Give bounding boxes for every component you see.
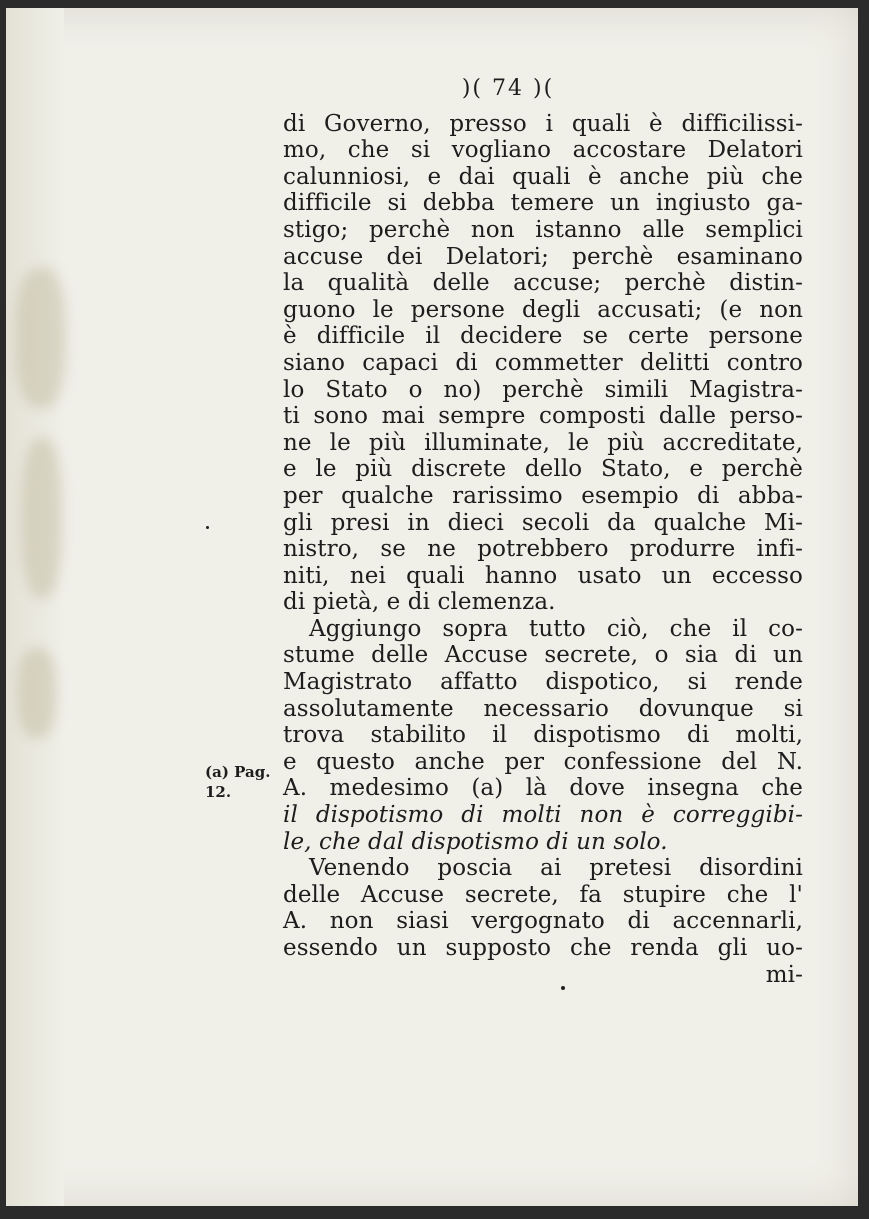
page-number: )( 74 )( (461, 76, 555, 101)
text-line-italic: le, che dal dispotismo di un solo. (283, 828, 668, 855)
ink-speck (206, 526, 209, 529)
stain-mark (22, 438, 62, 598)
footnote-page: 12. (205, 783, 232, 801)
text-line: mo, che si vogliano accostare Delatori (283, 137, 803, 164)
text-line: Venendo poscia ai pretesi disordini (309, 855, 803, 882)
text-line: è difficile il decidere se certe persone (283, 323, 803, 350)
text-line: essendo un supposto che renda gli uo- (283, 935, 803, 961)
text-line: A. non siasi vergognato di accennarli, (283, 908, 803, 935)
text-line: delle Accuse secrete, fa stupire che l' (283, 881, 803, 908)
footnote-ref: (a) Pag. (205, 763, 271, 781)
text-line: siano capaci di commetter delitti contro (283, 349, 803, 376)
text-line: niti, nei quali hanno usato un eccesso (283, 562, 803, 589)
text-line: ne le più illuminate, le più accreditate, (283, 429, 803, 456)
text-line: di pietà, e di clemenza. (283, 589, 556, 616)
page-text-block (283, 76, 803, 988)
text-line: stume delle Accuse secrete, o sia di un (283, 642, 803, 669)
text-line: calunniosi, e dai quali è anche più che (283, 163, 803, 190)
text-line: accuse dei Delatori; perchè esaminano (283, 243, 803, 270)
text-line: Aggiungo sopra tutto ciò, che il co- (309, 615, 803, 642)
text-line: di Governo, presso i quali è difficilissi- (283, 110, 803, 137)
page-gutter (6, 8, 64, 1206)
text-line: Magistrato affatto dispotico, si rende (283, 669, 803, 696)
text-line: e questo anche per confessione del N. (283, 748, 803, 775)
stain-mark (18, 648, 56, 738)
text-line: guono le persone degli accusati; (e non (283, 296, 803, 323)
text-line: gli presi in dieci secoli da qualche Mi- (283, 509, 803, 536)
margin-footnote (205, 762, 270, 802)
text-line: difficile si debba temere un ingiusto ga- (283, 190, 803, 217)
text-line: per qualche rarissimo esempio di abba- (283, 482, 803, 509)
text-line: trova stabilito il dispotismo di molti, (283, 722, 803, 749)
text-line: ti sono mai sempre composti dalle perso- (283, 403, 803, 430)
text-line-italic: il dispotismo di molti non è correggibi- (283, 802, 803, 829)
text-line: A. medesimo (a) là dove insegna che (283, 775, 803, 802)
text-line: stigo; perchè non istanno alle semplici (283, 216, 803, 243)
text-line: la qualità delle accuse; perchè distin- (283, 270, 803, 297)
stain-mark (16, 268, 66, 408)
text-line: lo Stato o no) perchè simili Magistra- (283, 376, 803, 403)
catchword: mi- (765, 961, 803, 988)
text-line: e le più discrete dello Stato, e perchè (283, 456, 803, 483)
text-line: nistro, se ne potrebbero produrre infi- (283, 536, 803, 563)
text-line: assolutamente necessario dovunque si (283, 695, 803, 722)
